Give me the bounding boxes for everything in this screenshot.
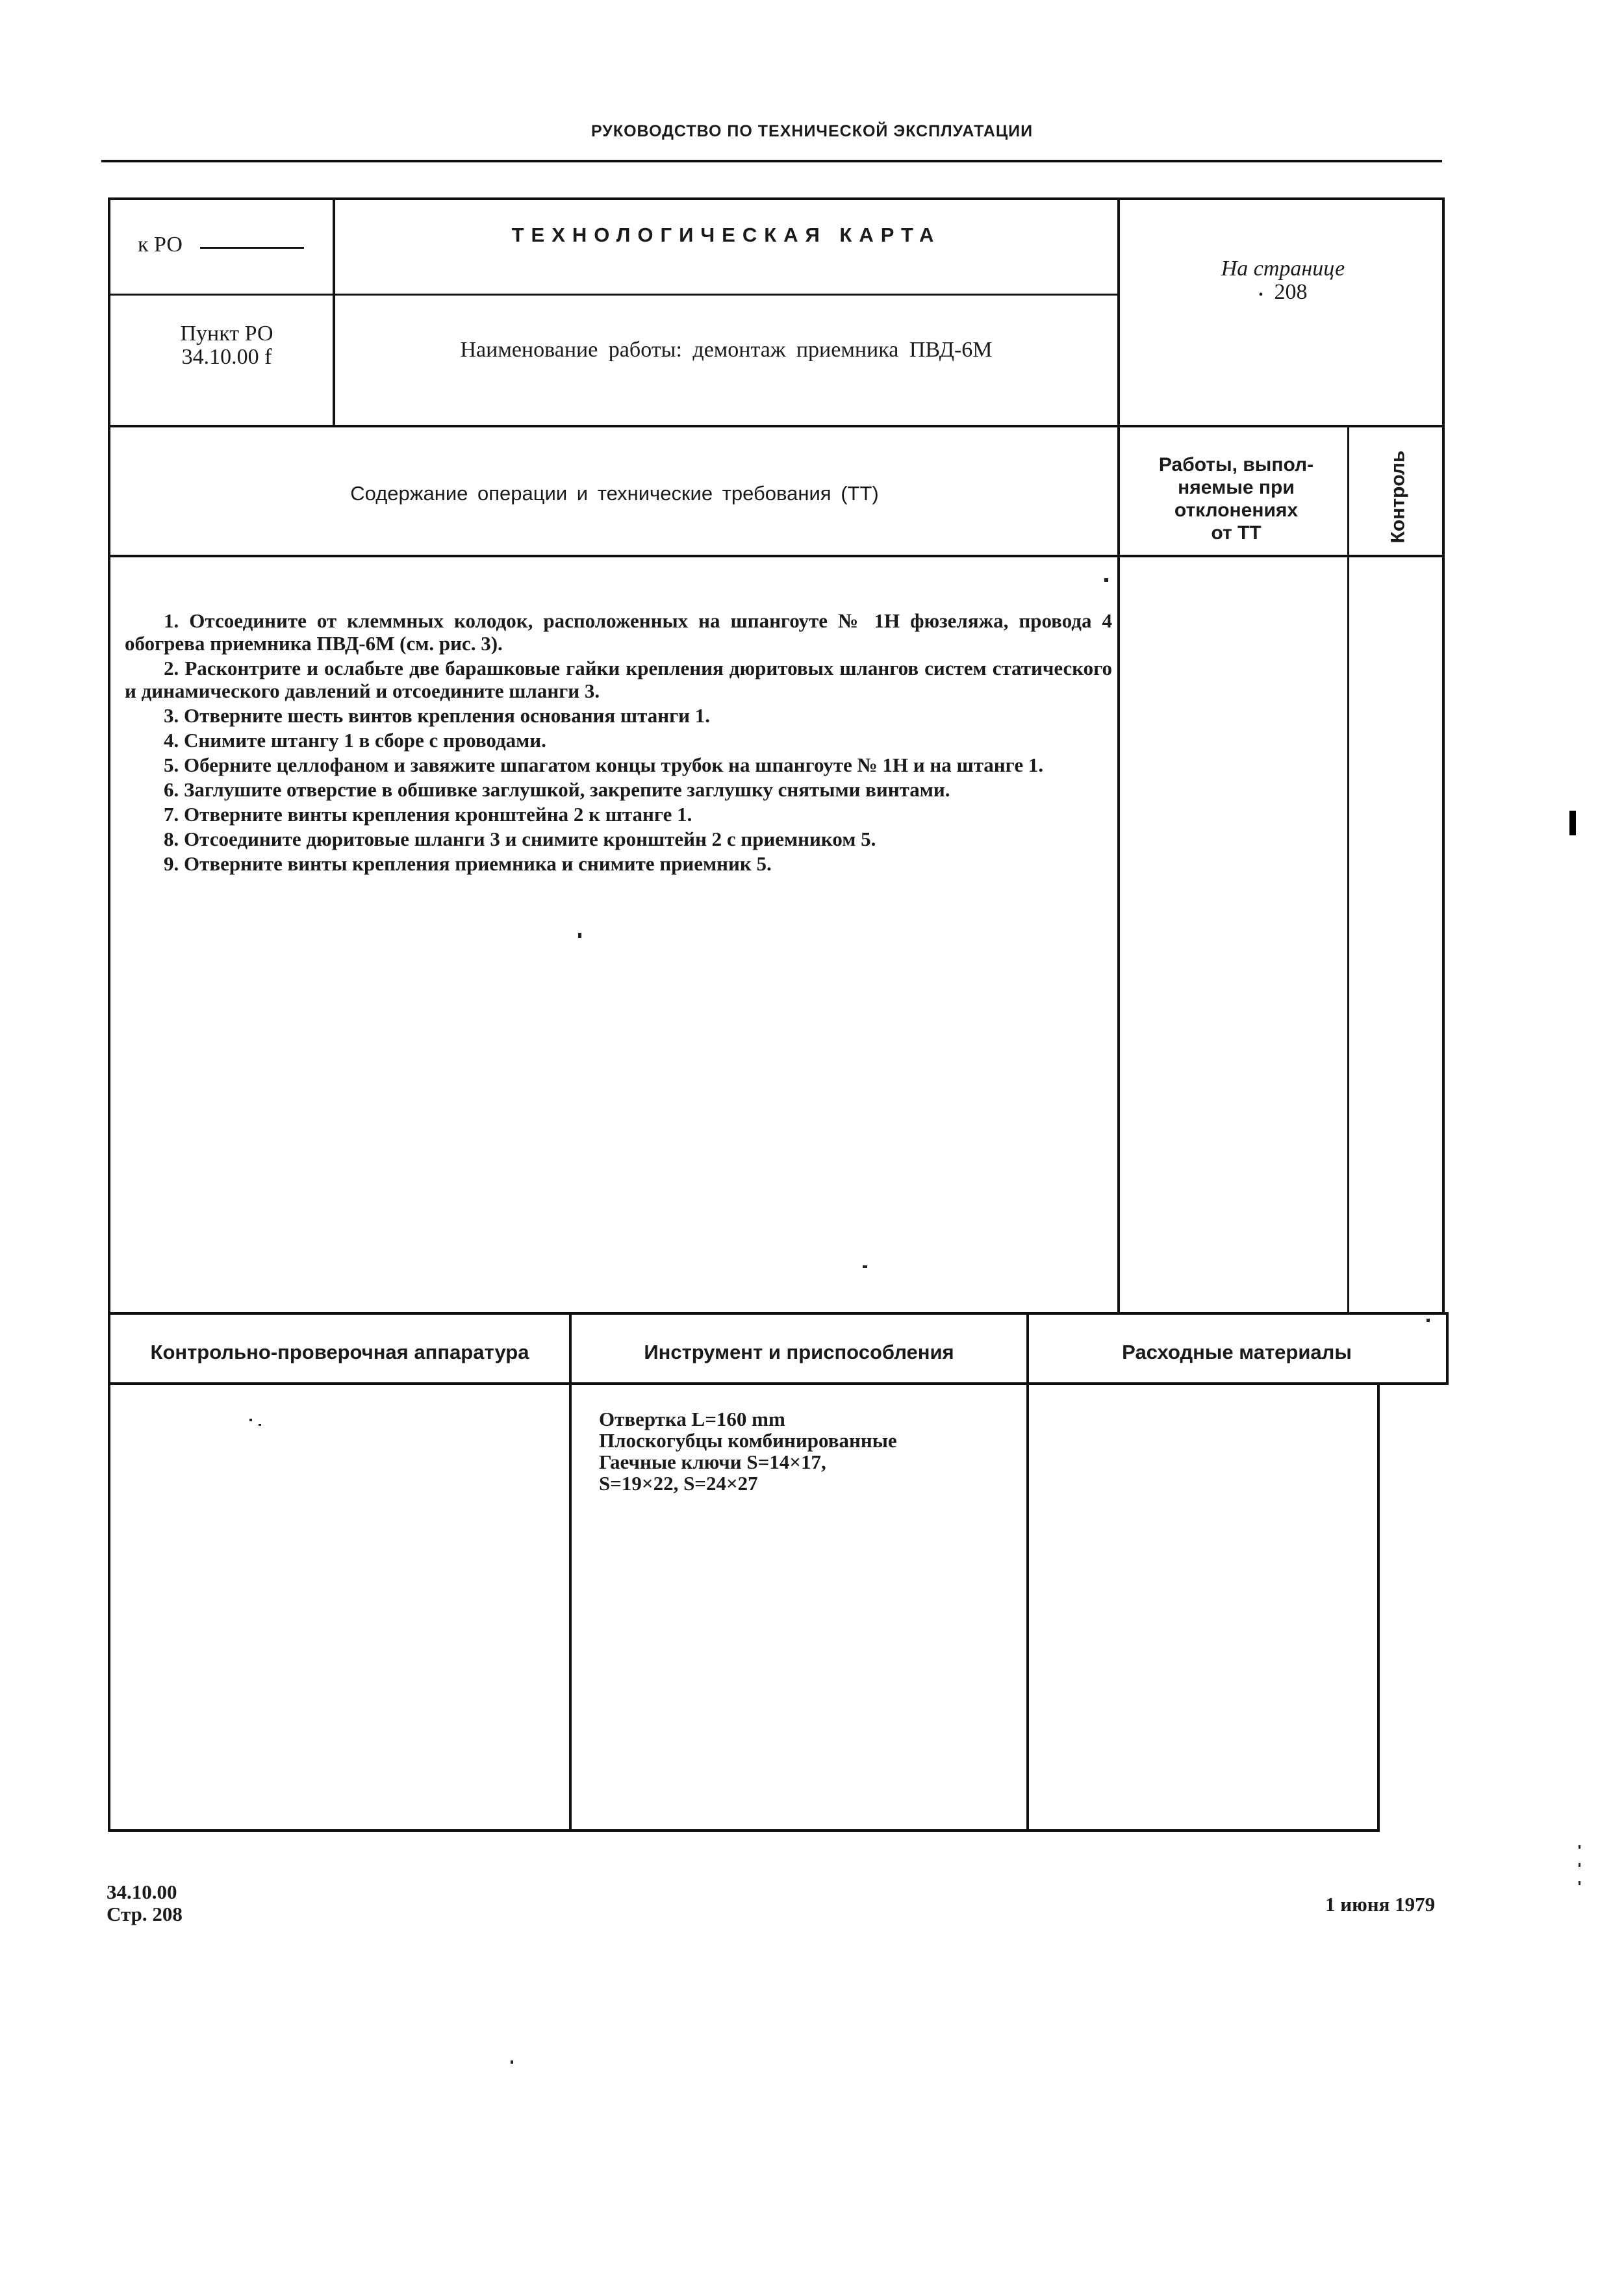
ro-item-label: Пункт РО (180, 322, 273, 346)
operation-steps (125, 609, 1112, 875)
deviation-heading-line: Работы, выпол- (1158, 454, 1314, 475)
page-reference (1124, 257, 1442, 307)
deviation-heading-line: отклонениях (1174, 500, 1299, 521)
equipment-heading: Контрольно-проверочная аппаратура (150, 1341, 529, 1363)
operation-step: 3. Отверните шесть винтов крепления основания штанги 1. (164, 704, 711, 727)
deviation-heading-line: няемые при (1178, 477, 1295, 498)
scan-speck (863, 1265, 867, 1268)
tools-heading: Инструмент и приспособления (644, 1341, 954, 1363)
operation-step: 8. Отсоедините дюритовые шланги 3 и снимите кронштейн 2 с приемником 5. (164, 828, 876, 850)
control-column-divider (1347, 426, 1349, 1315)
operation-step: 5. Оберните целлофаном и завяжите шпагатом концы трубок на шпангоуте № 1Н и на штанге 1. (164, 754, 1044, 776)
card-title: ТЕХНОЛОГИЧЕСКАЯ КАРТА (511, 223, 941, 246)
tool-item: Отвертка L=160 mm (599, 1408, 785, 1430)
deviation-column-heading (1124, 453, 1349, 544)
ro-reference-label: к РО (138, 233, 183, 257)
scan-speck (578, 933, 581, 938)
tool-item: S=19×22, S=24×27 (599, 1472, 758, 1495)
page-reference-number: • 208 (1258, 280, 1308, 304)
title-block-divider-right (1117, 197, 1120, 1315)
footer-section-code: 34.10.00 (107, 1881, 177, 1903)
title-row-divider (108, 294, 1120, 296)
scan-speck (1427, 1319, 1430, 1322)
materials-heading: Расходные материалы (1122, 1341, 1352, 1363)
page-reference-label: На странице (1221, 257, 1345, 281)
operation-step: 2. Расконтрите и ослабьте две барашковые гайки крепления дюритовых шлангов систем статического и динамического давлений и отсоедините шланги 3. (125, 657, 1112, 702)
tool-item: Плоскогубцы комбинированные (599, 1429, 897, 1452)
scan-speck (1104, 578, 1108, 582)
page-number: 208 (1274, 280, 1308, 304)
title-block-bottom (108, 425, 1445, 427)
card-border-top (108, 197, 1445, 200)
scan-speck (1579, 1863, 1580, 1867)
card-border-right-lower (1446, 1315, 1449, 1384)
card-border-right (1442, 197, 1445, 1315)
scan-mark (1569, 811, 1576, 835)
deviation-heading-line: от ТТ (1211, 522, 1262, 544)
operation-step: 6. Заглушите отверстие в обшивке заглушкой, закрепите заглушку снятыми винтами. (164, 778, 950, 801)
scan-speck (1579, 1845, 1580, 1849)
scan-speck (511, 2060, 513, 2064)
control-heading-text: Контроль (1386, 450, 1408, 544)
footer-date: 1 июня 1979 (1325, 1893, 1436, 1916)
operation-step: 1. Отсоедините от клеммных колодок, расположенных на шпангоуте № 1Н фюзеляжа, провода 4 обогрева приемника ПВД-6М (см. рис. 3). (125, 609, 1112, 655)
scan-speck (249, 1419, 252, 1421)
scan-speck (1579, 1881, 1580, 1885)
resources-divider-1 (569, 1312, 572, 1832)
tools-list (599, 1408, 897, 1494)
tool-item: Гаечные ключи S=14×17, (599, 1451, 826, 1473)
operation-step: 4. Снимите штангу 1 в сборе с проводами. (164, 729, 546, 752)
ro-item (109, 322, 344, 369)
footer-section (107, 1881, 183, 1925)
resources-divider-2 (1026, 1312, 1029, 1832)
work-name: Наименование работы: демонтаж приемника ПВД-6М (460, 338, 993, 362)
card-border-right-bottom (1377, 1384, 1380, 1832)
operation-step: 7. Отверните винты крепления кронштейна 2 к штанге 1. (164, 803, 692, 826)
scan-speck (259, 1424, 261, 1426)
footer-page: Стр. 208 (107, 1903, 183, 1925)
ro-item-code: 34.10.00 f (181, 345, 272, 369)
resources-header-bottom (108, 1382, 1449, 1385)
card-border-left (108, 197, 110, 1832)
content-column-heading: Содержание операции и технические требования (ТТ) (350, 482, 879, 505)
card-border-bottom (108, 1829, 1377, 1832)
manual-header: РУКОВОДСТВО ПО ТЕХНИЧЕСКОЙ ЭКСПЛУАТАЦИИ (590, 122, 1034, 140)
operation-step: 9. Отверните винты крепления приемника и снимите приемник 5. (164, 852, 772, 875)
content-bottom (108, 1312, 1449, 1315)
column-header-bottom (108, 555, 1445, 557)
ro-reference-blank (200, 247, 304, 249)
control-column-heading (1351, 429, 1445, 565)
